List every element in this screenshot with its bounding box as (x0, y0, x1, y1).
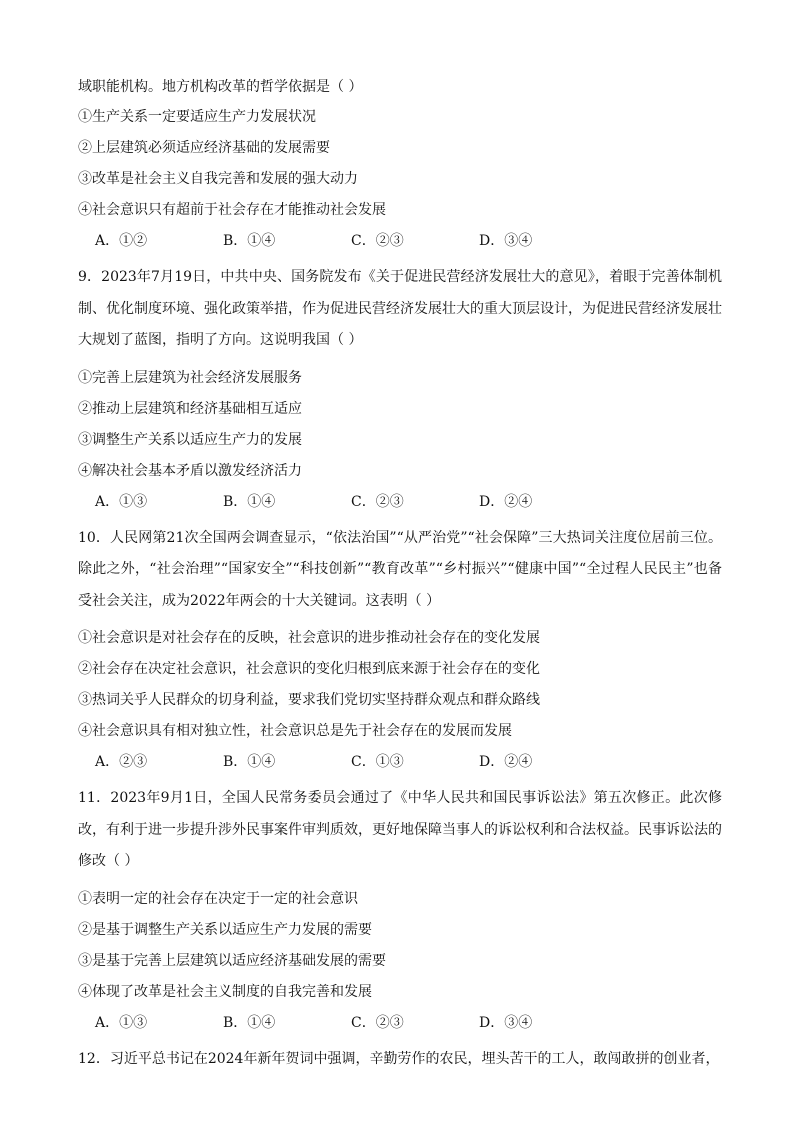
answer-choices (78, 753, 722, 771)
option-1: ①社会意识是对社会存在的反映，社会意识的进步推动社会存在的变化发展 (78, 630, 540, 646)
option-2: ②是基于调整生产关系以适应生产力发展的需要 (78, 921, 372, 938)
question-stem: 10．人民网第21次全国两会调查显示，“依法治国”“从严治党”“社会保障”三大热词关注度位居前三位。除此之外，“社会治理”“国家安全”“科技创新”“教育改革”“乡村振兴”“健康中国”“全过程人民民主”也备受社会关注，成为2022年两会的十大关键词。这表明（ ） (78, 529, 722, 609)
question-11 (78, 783, 722, 1032)
choice-a: A．②③ (95, 754, 148, 770)
choice-c: C．②③ (351, 1014, 404, 1031)
question-continued (78, 78, 722, 250)
choice-b: B．①④ (223, 233, 276, 249)
option-3: ③是基于完善上层建筑以适应经济基础发展的需要 (78, 952, 386, 969)
option-4: ④解决社会基本矛盾以激发经济活力 (78, 462, 302, 479)
choice-d: D．②④ (479, 754, 533, 770)
question-stem: 12．习近平总书记在2024年新年贺词中强调，辛勤劳作的农民，埋头苦干的工人，敢闯敢拼的创业者， (78, 1050, 720, 1067)
choice-b: B．①④ (223, 493, 276, 510)
option-2: ②社会存在决定社会意识，社会意识的变化归根到底来源于社会存在的变化 (78, 661, 540, 677)
choice-c: C．②③ (351, 233, 404, 249)
option-4: ④社会意识具有相对独立性，社会意识总是先于社会存在的发展而发展 (78, 723, 512, 739)
choice-b: B．①④ (223, 1014, 276, 1031)
choice-a: A．①② (95, 233, 148, 249)
option-3: ③调整生产关系以适应生产力的发展 (78, 431, 302, 448)
option-2: ②推动上层建筑和经济基础相互适应 (78, 400, 302, 417)
choice-b: B．①④ (223, 754, 276, 770)
option-4: ④体现了改革是社会主义制度的自我完善和发展 (78, 983, 372, 1000)
option-3: ③热词关乎人民群众的切身利益，要求我们党切实坚持群众观点和群众路线 (78, 692, 540, 708)
choice-d: D．③④ (479, 1014, 533, 1031)
choice-d: D．②④ (479, 493, 533, 510)
answer-choices (78, 493, 722, 511)
answer-choices (78, 232, 722, 250)
question-10 (78, 523, 722, 772)
question-stem: 9．2023年7月19日，中共中央、国务院发布《关于促进民营经济发展壮大的意见》，着眼于完善体制机制、优化制度环境、强化政策举措，作为促进民营经济发展壮大的重大顶层设计，为促进民营经济发展壮大规划了蓝图，指明了方向。这说明我国（ ） (78, 269, 722, 348)
choice-a: A．①③ (95, 493, 148, 510)
option-1: ①表明一定的社会存在决定于一定的社会意识 (78, 890, 358, 907)
answer-choices (78, 1014, 722, 1032)
option-1: ①完善上层建筑为社会经济发展服务 (78, 369, 302, 386)
question-stem: 11．2023年9月1日，全国人民常务委员会通过了《中华人民共和国民事诉讼法》第五次修正。此次修改，有利于进一步提升涉外民事案件审判质效，更好地保障当事人的诉讼权利和合法权益。民事诉讼法的修改（ ） (78, 790, 722, 869)
choice-c: C．②③ (351, 493, 404, 510)
option-2: ②上层建筑必须适应经济基础的发展需要 (78, 140, 330, 156)
option-1: ①生产关系一定要适应生产力发展状况 (78, 109, 316, 125)
option-3: ③改革是社会主义自我完善和发展的强大动力 (78, 171, 358, 187)
document-page (78, 78, 722, 1075)
choice-d: D．③④ (479, 233, 533, 249)
question-9 (78, 262, 722, 511)
question-stem-tail: 域职能机构。地方机构改革的哲学依据是（ ） (78, 79, 363, 95)
question-12 (78, 1044, 722, 1076)
option-4: ④社会意识只有超前于社会存在才能推动社会发展 (78, 202, 386, 218)
choice-c: C．①③ (351, 754, 404, 770)
choice-a: A．①③ (95, 1014, 148, 1031)
